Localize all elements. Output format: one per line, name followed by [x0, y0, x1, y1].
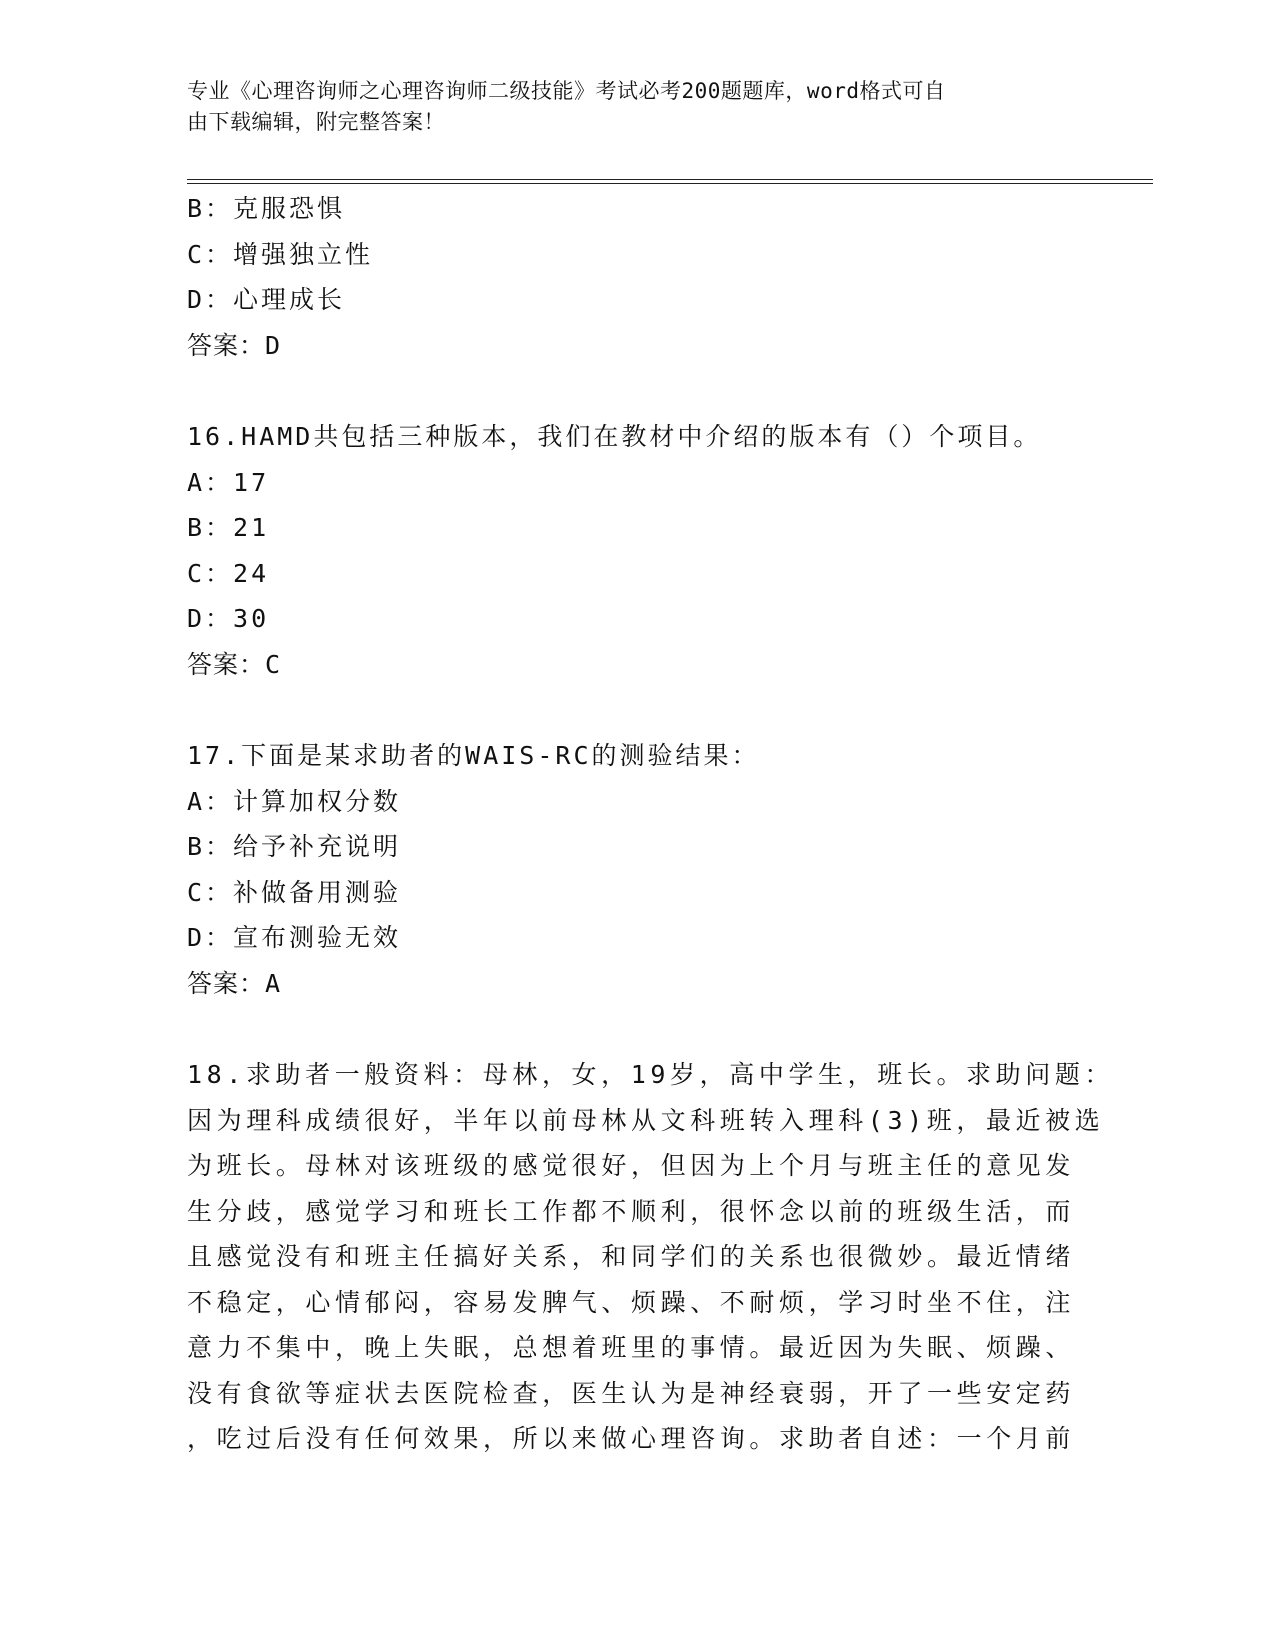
question-content: [187, 186, 1115, 1462]
question-18: [187, 1052, 1115, 1462]
document-header: [187, 76, 1067, 138]
q17-option-a: A：计算加权分数: [187, 786, 402, 816]
q17-stem: 17.下面是某求助者的WAIS-RC的测验结果：: [187, 741, 760, 770]
q18-line: 因为理科成绩很好，半年以前母林从文科班转入理科(3)班，最近被选: [187, 1105, 1105, 1135]
q15-answer: 答案：D: [187, 330, 282, 360]
q18-line: 不稳定，心情郁闷，容易发脾气、烦躁、不耐烦，学习时坐不住，注: [187, 1287, 1076, 1317]
q16-option-d: D：30: [187, 604, 270, 633]
q17-option-c: C：补做备用测验: [187, 877, 402, 907]
q18-line: 生分歧，感觉学习和班长工作都不顺利，很怀念以前的班级生活，而: [187, 1196, 1076, 1226]
q18-line: 且感觉没有和班主任搞好关系，和同学们的关系也很微妙。最近情绪: [187, 1242, 1076, 1271]
header-divider-top: [187, 179, 1153, 180]
q15-option-b: B：克服恐惧: [187, 194, 346, 223]
spacer: [187, 687, 1087, 733]
spacer: [187, 1006, 1087, 1052]
q16-stem: 16.HAMD共包括三种版本，我们在教材中介绍的版本有（）个项目。: [187, 422, 1042, 451]
q16-option-c: C：24: [187, 558, 270, 588]
q17-answer: 答案：A: [187, 968, 282, 998]
q17-option-b: B：给予补充说明: [187, 832, 402, 861]
spacer: [187, 368, 1087, 414]
question-15-tail: [187, 186, 1087, 368]
q16-option-b: B：21: [187, 513, 270, 542]
question-17: [187, 733, 1087, 1006]
q18-line: 为班长。母林对该班级的感觉很好，但因为上个月与班主任的意见发: [187, 1151, 1076, 1180]
question-16: [187, 414, 1087, 687]
header-line-2: 由下载编辑，附完整答案！: [187, 110, 445, 134]
header-divider-bottom: [187, 183, 1153, 184]
q18-line: ，吃过后没有任何效果，所以来做心理咨询。求助者自述：一个月前: [187, 1424, 1076, 1453]
q16-answer: 答案：C: [187, 649, 282, 679]
q15-option-d: D：心理成长: [187, 285, 346, 314]
header-line-1: 专业《心理咨询师之心理咨询师二级技能》考试必考200题题库，word格式可自: [187, 79, 946, 103]
q16-option-a: A：17: [187, 467, 270, 497]
q15-option-c: C：增强独立性: [187, 239, 374, 269]
q17-option-d: D：宣布测验无效: [187, 923, 402, 952]
q18-line: 没有食欲等症状去医院检查，医生认为是神经衰弱，开了一些安定药: [187, 1378, 1076, 1408]
q18-line: 意力不集中，晚上失眠，总想着班里的事情。最近因为失眠、烦躁、: [187, 1333, 1076, 1362]
q18-line: 18.求助者一般资料：母林，女，19岁，高中学生，班长。求助问题：: [187, 1060, 1115, 1089]
